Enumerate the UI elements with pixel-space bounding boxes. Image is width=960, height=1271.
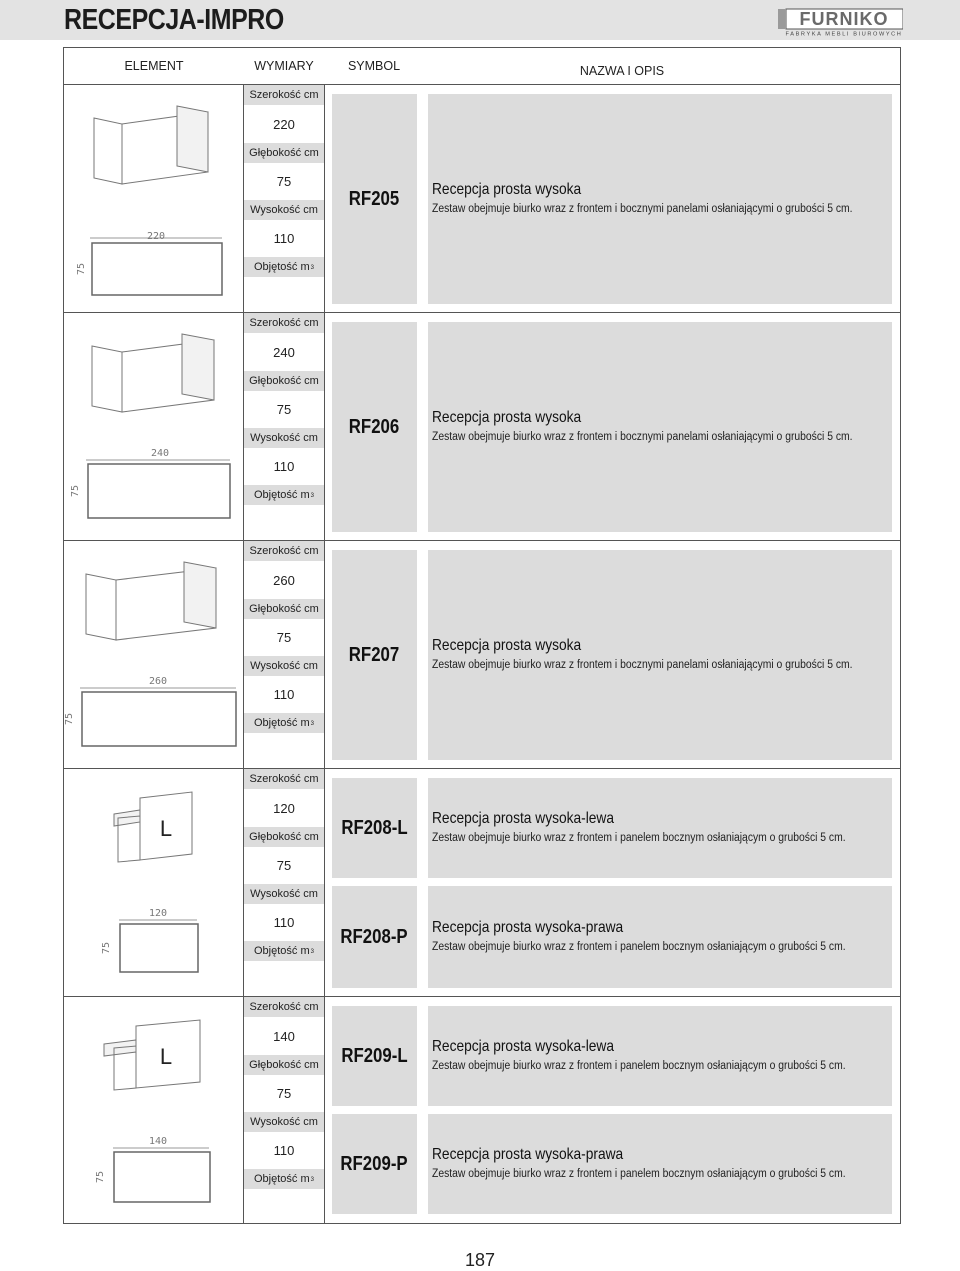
volume-value bbox=[244, 277, 324, 311]
product-title: Recepcja prosta wysoka bbox=[432, 408, 582, 426]
product-title: Recepcja prosta wysoka-prawa bbox=[432, 1145, 624, 1163]
width-value: 140 bbox=[244, 1017, 324, 1055]
column-header-symbol: SYMBOL bbox=[347, 59, 401, 73]
width-value: 240 bbox=[244, 333, 324, 371]
height-value: 110 bbox=[244, 220, 324, 257]
depth-value: 75 bbox=[244, 847, 324, 884]
product-table bbox=[63, 47, 901, 1224]
depth-label: Głębokość cm bbox=[244, 371, 324, 391]
depth-value: 75 bbox=[244, 619, 324, 656]
description-cell bbox=[428, 1006, 892, 1106]
product-drawing bbox=[64, 316, 242, 538]
volume-label: Objętość m 3 bbox=[244, 485, 324, 505]
height-label: Wysokość cm bbox=[244, 884, 324, 904]
drawing-width-label: 140 bbox=[148, 1136, 168, 1147]
description-cell bbox=[428, 1114, 892, 1214]
height-label: Wysokość cm bbox=[244, 428, 324, 448]
product-title: Recepcja prosta wysoka bbox=[432, 636, 582, 654]
column-header-element: ELEMENT bbox=[124, 59, 184, 73]
row-divider bbox=[64, 768, 900, 769]
width-label: Szerokość cm bbox=[244, 769, 324, 789]
description-cell bbox=[428, 550, 892, 760]
height-label: Wysokość cm bbox=[244, 200, 324, 220]
page-header bbox=[0, 0, 960, 40]
product-drawing bbox=[64, 88, 242, 310]
dimensions-panel bbox=[244, 85, 324, 311]
volume-value bbox=[244, 733, 324, 767]
drawing-depth-label: 75 bbox=[95, 1170, 106, 1184]
product-description: Zestaw obejmuje biurko wraz z frontem i panelem bocznym osłaniającym o grubości 5 cm. bbox=[432, 831, 846, 844]
volume-value bbox=[244, 1189, 324, 1223]
product-description: Zestaw obejmuje biurko wraz z frontem i panelem bocznym osłaniającym o grubości 5 cm. bbox=[432, 1167, 846, 1180]
row-divider bbox=[64, 312, 900, 313]
height-label: Wysokość cm bbox=[244, 656, 324, 676]
depth-label: Głębokość cm bbox=[244, 143, 324, 163]
page-number: 187 bbox=[464, 1250, 496, 1270]
volume-label: Objętość m 3 bbox=[244, 941, 324, 961]
product-description: Zestaw obejmuje biurko wraz z frontem i bocznymi panelami osłaniającymi o grubości 5 cm. bbox=[432, 202, 853, 215]
description-cell bbox=[428, 322, 892, 532]
svg-text:FURNIKO: FURNIKO bbox=[799, 9, 889, 29]
page-title: RECEPCJA-IMPRO bbox=[64, 4, 284, 36]
svg-text:FABRYKA MEBLI BIUROWYCH: FABRYKA MEBLI BIUROWYCH bbox=[785, 31, 903, 37]
orientation-marker: L bbox=[159, 816, 173, 841]
header-divider bbox=[64, 84, 900, 85]
height-value: 110 bbox=[244, 1132, 324, 1169]
height-label: Wysokość cm bbox=[244, 1112, 324, 1132]
product-drawing bbox=[64, 544, 242, 766]
product-title: Recepcja prosta wysoka-lewa bbox=[432, 809, 615, 827]
product-title: Recepcja prosta wysoka-lewa bbox=[432, 1037, 615, 1055]
volume-label: Objętość m 3 bbox=[244, 713, 324, 733]
symbol-cell: RF209-P bbox=[332, 1114, 417, 1214]
description-cell bbox=[428, 94, 892, 304]
dimensions-panel bbox=[244, 313, 324, 539]
dimensions-panel bbox=[244, 997, 324, 1223]
column-divider bbox=[324, 85, 325, 1223]
symbol-cell: RF207 bbox=[332, 550, 417, 760]
symbol-cell: RF206 bbox=[332, 322, 417, 532]
depth-value: 75 bbox=[244, 1075, 324, 1112]
drawing-width-label: 220 bbox=[146, 231, 166, 242]
depth-label: Głębokość cm bbox=[244, 1055, 324, 1075]
drawing-width-label: 260 bbox=[148, 676, 168, 687]
symbol-cell: RF205 bbox=[332, 94, 417, 304]
column-header-description: NAZWA I OPIS bbox=[579, 64, 665, 78]
dimensions-panel bbox=[244, 541, 324, 767]
drawing-depth-label: 75 bbox=[64, 712, 75, 726]
description-cell bbox=[428, 778, 892, 878]
symbol-cell: RF209-L bbox=[332, 1006, 417, 1106]
product-description: Zestaw obejmuje biurko wraz z frontem i bocznymi panelami osłaniającymi o grubości 5 cm. bbox=[432, 430, 853, 443]
depth-label: Głębokość cm bbox=[244, 827, 324, 847]
description-cell bbox=[428, 886, 892, 988]
depth-label: Głębokość cm bbox=[244, 599, 324, 619]
drawing-depth-label: 75 bbox=[101, 941, 112, 955]
width-value: 220 bbox=[244, 105, 324, 143]
symbol-cell: RF208-L bbox=[332, 778, 417, 878]
product-drawing bbox=[64, 772, 242, 994]
width-label: Szerokość cm bbox=[244, 313, 324, 333]
product-title: Recepcja prosta wysoka-prawa bbox=[432, 918, 624, 936]
volume-value bbox=[244, 505, 324, 539]
height-value: 110 bbox=[244, 448, 324, 485]
row-divider bbox=[64, 540, 900, 541]
volume-label: Objętość m 3 bbox=[244, 1169, 324, 1189]
height-value: 110 bbox=[244, 676, 324, 713]
volume-label: Objętość m 3 bbox=[244, 257, 324, 277]
orientation-marker: L bbox=[159, 1044, 173, 1069]
depth-value: 75 bbox=[244, 391, 324, 428]
drawing-depth-label: 75 bbox=[76, 262, 87, 276]
height-value: 110 bbox=[244, 904, 324, 941]
brand-logo bbox=[778, 7, 903, 37]
product-drawing bbox=[64, 1000, 242, 1222]
width-label: Szerokość cm bbox=[244, 541, 324, 561]
dimensions-panel bbox=[244, 769, 324, 995]
product-description: Zestaw obejmuje biurko wraz z frontem i panelem bocznym osłaniającym o grubości 5 cm. bbox=[432, 940, 846, 953]
product-title: Recepcja prosta wysoka bbox=[432, 180, 582, 198]
product-description: Zestaw obejmuje biurko wraz z frontem i panelem bocznym osłaniającym o grubości 5 cm. bbox=[432, 1059, 846, 1072]
drawing-width-label: 240 bbox=[150, 448, 170, 459]
row-divider bbox=[64, 996, 900, 997]
drawing-depth-label: 75 bbox=[70, 484, 81, 498]
drawing-width-label: 120 bbox=[148, 908, 168, 919]
symbol-cell: RF208-P bbox=[332, 886, 417, 988]
depth-value: 75 bbox=[244, 163, 324, 200]
volume-value bbox=[244, 961, 324, 995]
width-label: Szerokość cm bbox=[244, 997, 324, 1017]
width-label: Szerokość cm bbox=[244, 85, 324, 105]
width-value: 120 bbox=[244, 789, 324, 827]
column-header-dimensions: WYMIARY bbox=[254, 59, 314, 73]
product-description: Zestaw obejmuje biurko wraz z frontem i bocznymi panelami osłaniającymi o grubości 5 cm. bbox=[432, 658, 853, 671]
width-value: 260 bbox=[244, 561, 324, 599]
